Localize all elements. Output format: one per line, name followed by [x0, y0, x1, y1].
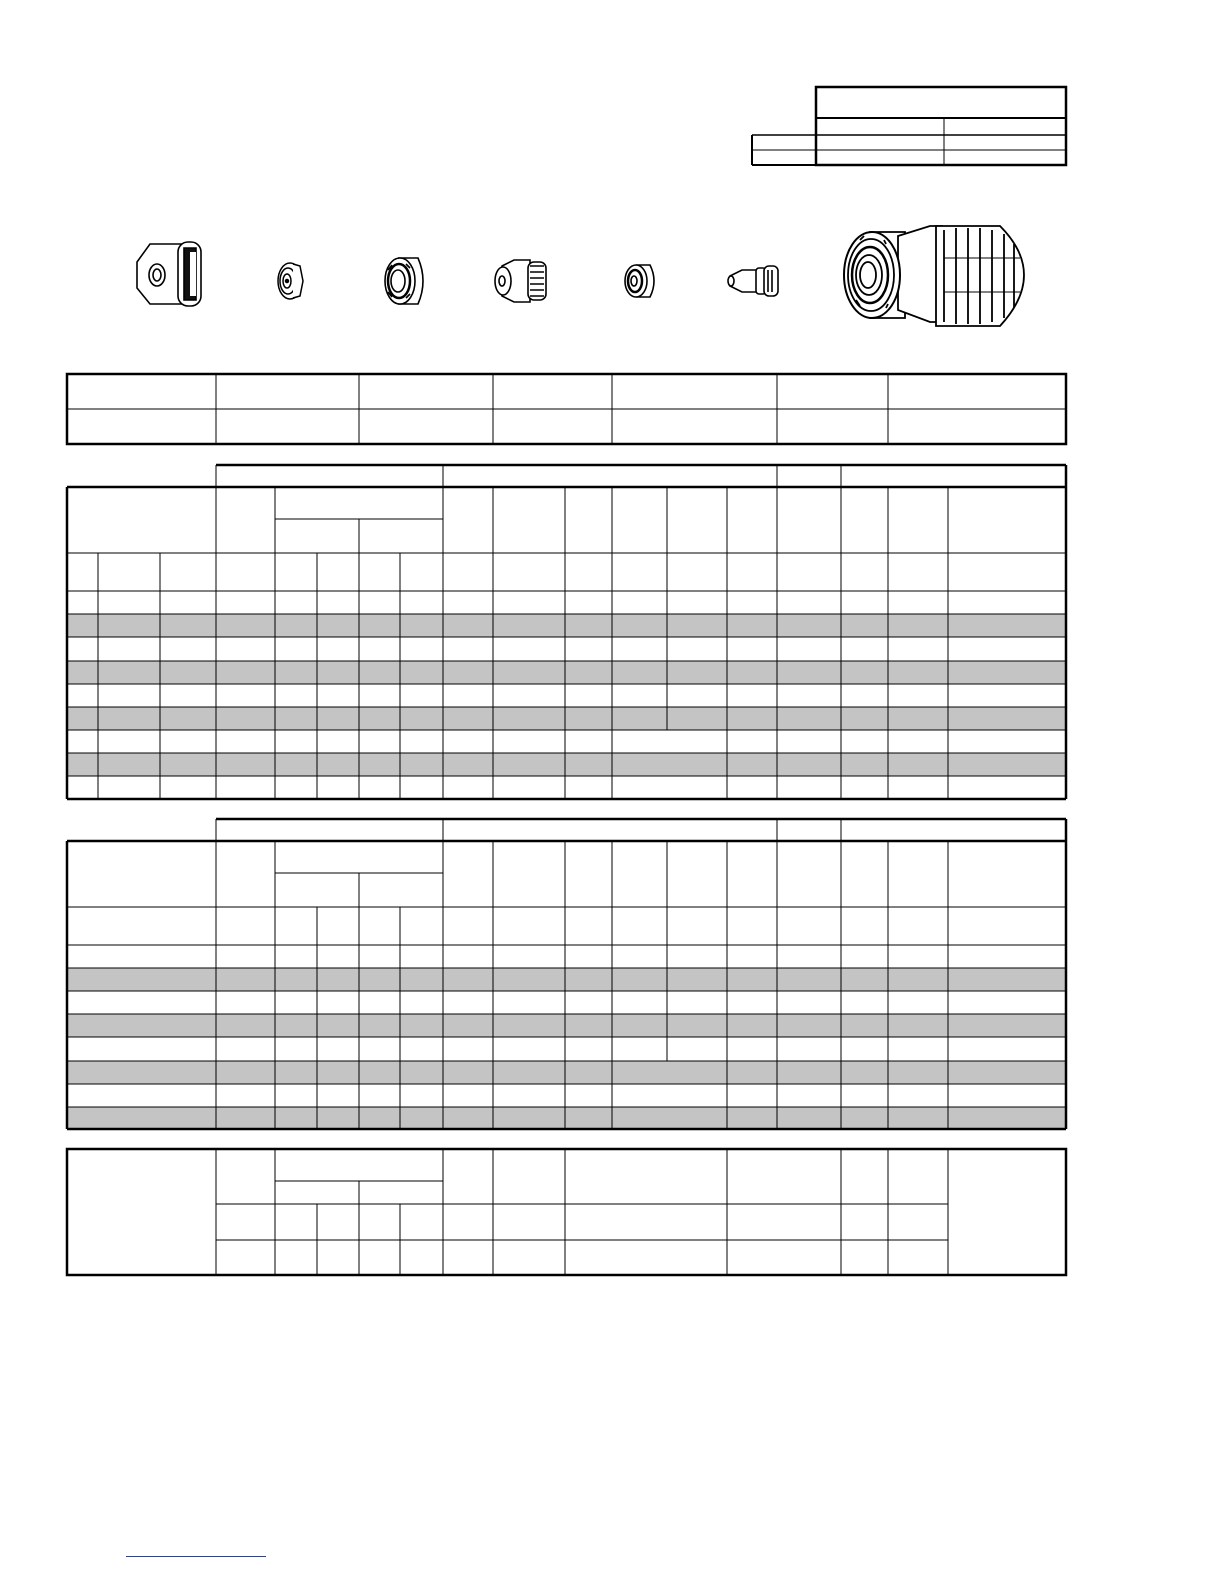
footer-link[interactable]: [126, 1556, 266, 1557]
shield-icon: [137, 242, 201, 306]
swirl-ring-icon: [385, 258, 423, 304]
retainer-icon: [625, 265, 654, 297]
electrode-icon: [728, 266, 778, 296]
torch-body-icon: [844, 226, 1024, 326]
retaining-cap-icon: [278, 263, 303, 299]
nozzle-icon: [495, 260, 546, 302]
